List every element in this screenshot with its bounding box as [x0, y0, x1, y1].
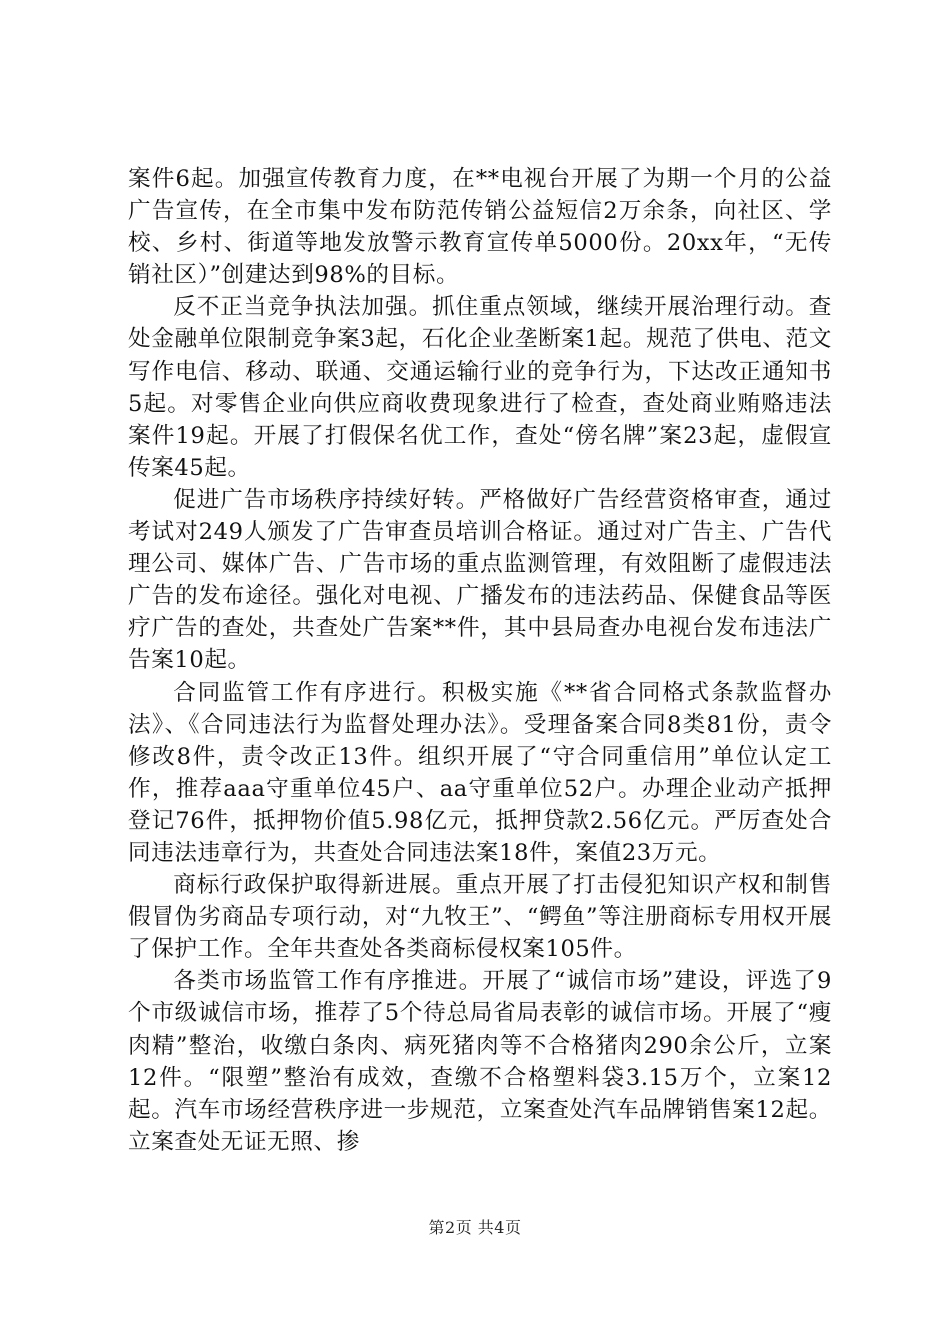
paragraph-advertising-market: 促进广告市场秩序持续好转。严格做好广告经营资格审查，通过考试对249人颁发了广告审查员培训合格证。通过对广告主、广告代理公司、媒体广告、广告市场的重点监测管理，有效阻断了虚假违法广告的发布途径。强化对电视、广播发布的违法药品、保健食品等医疗广告的查处，共查处广告案**件，其中县局查办电视台发布违法广告案10起。 — [128, 486, 832, 674]
page-number-footer: 第2页 共4页 — [428, 1218, 522, 1237]
document-body — [128, 163, 832, 1158]
paragraph-trademark-protection: 商标行政保护取得新进展。重点开展了打击侵犯知识产权和制售假冒伪劣商品专项行动，对“九牧王”、“鳄鱼”等注册商标专用权开展了保护工作。全年共查处各类商标侵权案105件。 — [128, 872, 832, 963]
paragraph-contract-supervision: 合同监管工作有序进行。积极实施《**省合同格式条款监督办法》、《合同违法行为监督处理办法》。受理备案合同8类81份，责令修改8件，责令改正13件。组织开展了“守合同重信用”单位认定工作，推荐aaa守重单位45户、aa守重单位52户。办理企业动产抵押登记76件，抵押物价值5.98亿元，抵押贷款2.56亿元。严厉查处合同违法违章行为，共查处合同违法案18件，案值23万元。 — [128, 679, 832, 866]
paragraph-market-supervision: 各类市场监管工作有序推进。开展了“诚信市场”建设，评选了9个市级诚信市场，推荐了5个待总局省局表彰的诚信市场。开展了“瘦肉精”整治，收缴白条肉、病死猪肉等不合格猪肉290余公斤，立案12件。“限塑”整治有成效，查缴不合格塑料袋3.15万个，立案12起。汽车市场经营秩序进一步规范，立案查处汽车品牌销售案12起。立案查处无证无照、掺 — [128, 968, 832, 1155]
paragraph-anti-unfair-competition: 反不正当竞争执法加强。抓住重点领域，继续开展治理行动。查处金融单位限制竞争案3起，石化企业垄断案1起。规范了供电、范文写作电信、移动、联通、交通运输行业的竞争行为，下达改正通知书5起。对零售企业向供应商收费现象进行了检查，查处商业贿赂违法案件19起。开展了打假保名优工作，查处“傍名牌”案23起，虚假宣传案45起。 — [128, 294, 832, 481]
paragraph-anti-pyramid-selling: 案件6起。加强宣传教育力度，在**电视台开展了为期一个月的公益广告宣传，在全市集中发布防范传销公益短信2万余条，向社区、学校、乡村、街道等地发放警示教育宣传单5000份。20xx年，“无传销社区）”创建达到98%的目标。 — [128, 166, 832, 289]
